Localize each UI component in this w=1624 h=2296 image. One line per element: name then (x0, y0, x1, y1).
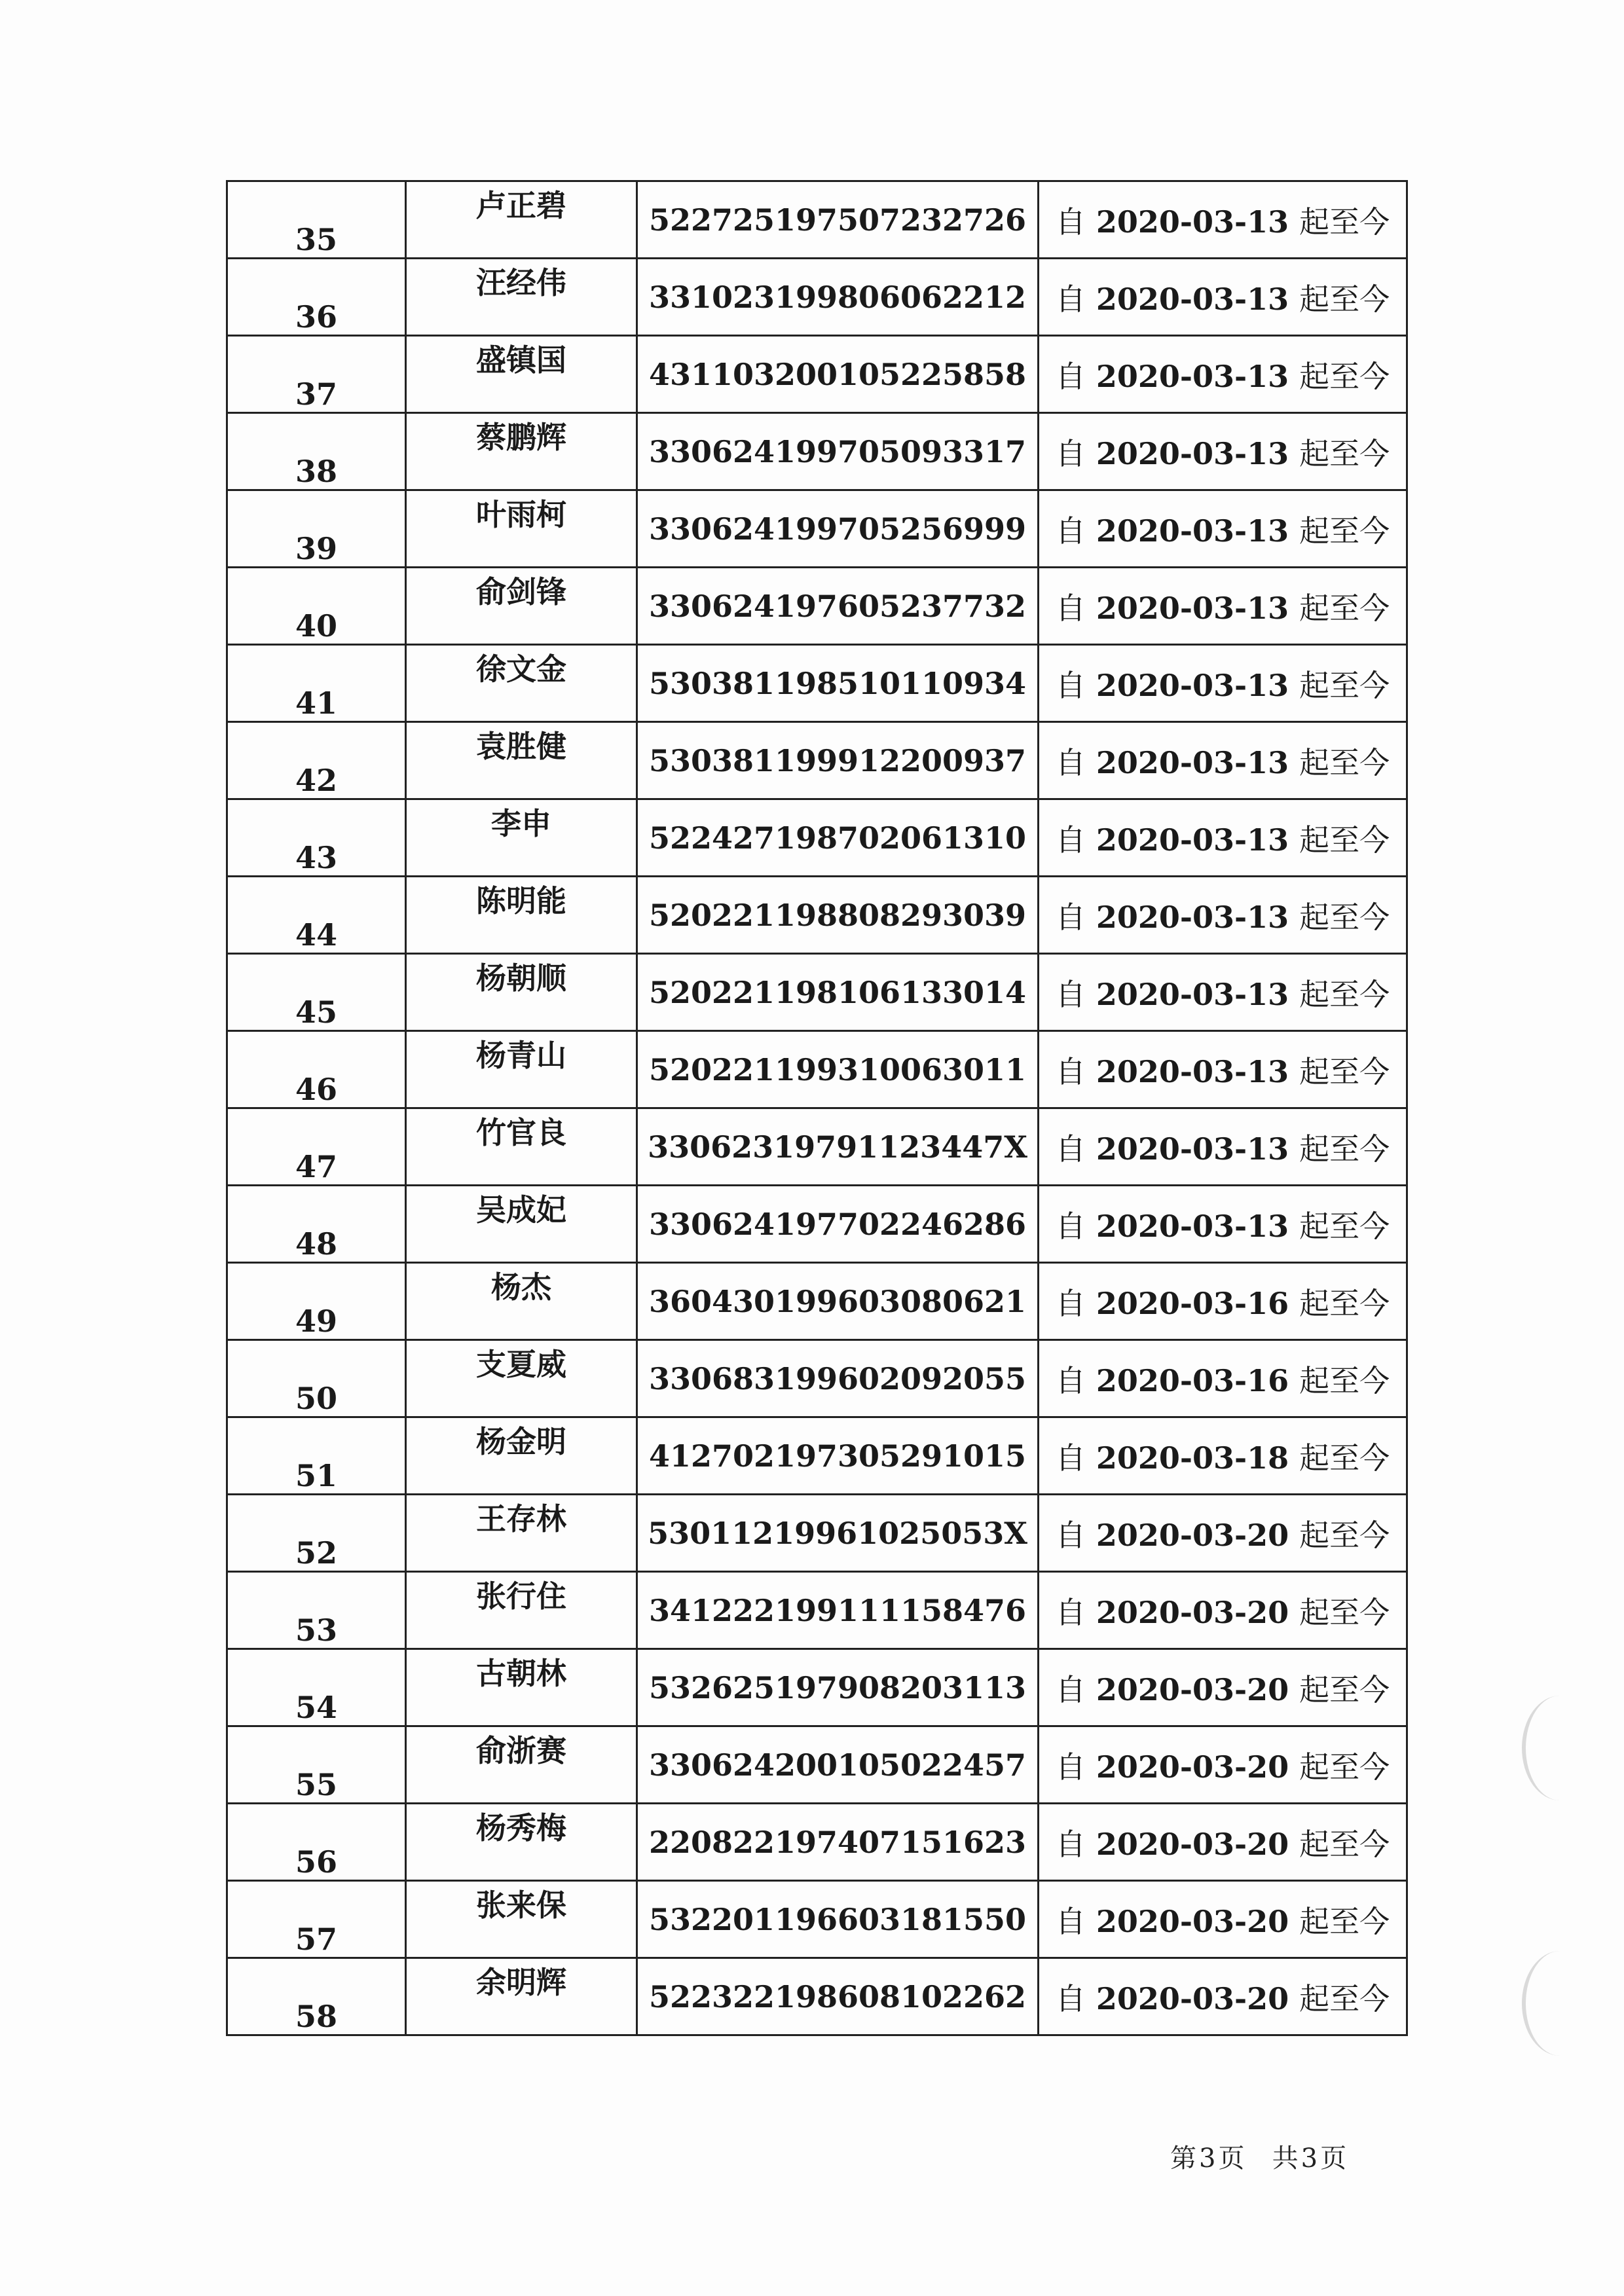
date-suffix: 起至今 (1299, 1285, 1390, 1321)
row-number: 57 (227, 1881, 406, 1958)
row-number: 52 (227, 1495, 406, 1572)
id-number: 532625197908203113 (637, 1649, 1039, 1726)
id-number: 330624199705093317 (637, 413, 1039, 490)
person-name: 袁胜健 (406, 722, 637, 799)
effective-date: 2020-03-16 (1096, 1362, 1289, 1398)
date-prefix: 自 (1055, 899, 1086, 935)
date-prefix: 自 (1055, 744, 1086, 780)
date-suffix: 起至今 (1299, 435, 1390, 471)
effective-date-cell (1039, 413, 1407, 490)
person-name: 俞剑锋 (406, 568, 637, 645)
row-number: 51 (227, 1417, 406, 1495)
person-name: 余明辉 (406, 1958, 637, 2035)
table-row (227, 954, 1407, 1031)
date-prefix: 自 (1055, 435, 1086, 471)
person-name: 叶雨柯 (406, 490, 637, 568)
footer-page-label: 第 (1170, 2143, 1196, 2174)
row-number: 36 (227, 259, 406, 336)
row-number: 48 (227, 1186, 406, 1263)
date-suffix: 起至今 (1299, 744, 1390, 780)
effective-date: 2020-03-13 (1096, 435, 1289, 471)
id-number: 522725197507232726 (637, 181, 1039, 259)
table-row (227, 1881, 1407, 1958)
row-number: 42 (227, 722, 406, 799)
date-prefix: 自 (1055, 976, 1086, 1012)
date-prefix: 自 (1055, 1903, 1086, 1939)
id-number: 330624197702246286 (637, 1186, 1039, 1263)
personnel-table-body (227, 181, 1407, 2035)
table-row (227, 336, 1407, 413)
date-prefix: 自 (1055, 1826, 1086, 1862)
effective-date: 2020-03-13 (1096, 744, 1289, 780)
effective-date-cell (1039, 1649, 1407, 1726)
row-number: 40 (227, 568, 406, 645)
effective-date-cell (1039, 1031, 1407, 1108)
row-number: 47 (227, 1108, 406, 1186)
effective-date-cell (1039, 1881, 1407, 1958)
date-prefix: 自 (1055, 1671, 1086, 1707)
seal-edge-mark (1522, 1696, 1598, 1800)
person-name: 陈明能 (406, 877, 637, 954)
effective-date: 2020-03-20 (1096, 1980, 1289, 2016)
table-row (227, 568, 1407, 645)
effective-date-cell (1039, 1340, 1407, 1417)
table-row (227, 799, 1407, 877)
table-row (227, 413, 1407, 490)
row-number: 37 (227, 336, 406, 413)
effective-date: 2020-03-13 (1096, 281, 1289, 317)
effective-date: 2020-03-13 (1096, 1053, 1289, 1089)
table-row (227, 1572, 1407, 1649)
date-prefix: 自 (1055, 822, 1086, 858)
effective-date: 2020-03-13 (1096, 1208, 1289, 1244)
table-row (227, 877, 1407, 954)
table-row (227, 1958, 1407, 2035)
date-suffix: 起至今 (1299, 1208, 1390, 1244)
table-row (227, 1417, 1407, 1495)
person-name: 王存林 (406, 1495, 637, 1572)
date-prefix: 自 (1055, 1749, 1086, 1785)
effective-date-cell (1039, 1186, 1407, 1263)
date-prefix: 自 (1055, 1517, 1086, 1553)
date-suffix: 起至今 (1299, 1980, 1390, 2016)
id-number: 431103200105225858 (637, 336, 1039, 413)
effective-date-cell (1039, 259, 1407, 336)
person-name: 吴成妃 (406, 1186, 637, 1263)
id-number: 330624199705256999 (637, 490, 1039, 568)
id-number: 412702197305291015 (637, 1417, 1039, 1495)
id-number: 520221198808293039 (637, 877, 1039, 954)
effective-date-cell (1039, 181, 1407, 259)
id-number: 520221198106133014 (637, 954, 1039, 1031)
person-name: 张来保 (406, 1881, 637, 1958)
person-name: 支夏威 (406, 1340, 637, 1417)
table-row (227, 1649, 1407, 1726)
date-suffix: 起至今 (1299, 822, 1390, 858)
table-row (227, 645, 1407, 722)
effective-date: 2020-03-20 (1096, 1517, 1289, 1553)
date-suffix: 起至今 (1299, 358, 1390, 394)
person-name: 俞浙赛 (406, 1726, 637, 1804)
effective-date: 2020-03-20 (1096, 1903, 1289, 1939)
id-number: 330624197605237732 (637, 568, 1039, 645)
row-number: 55 (227, 1726, 406, 1804)
date-prefix: 自 (1055, 1440, 1086, 1476)
effective-date: 2020-03-13 (1096, 513, 1289, 549)
row-number: 54 (227, 1649, 406, 1726)
seal-edge-mark (1522, 1951, 1598, 2056)
row-number: 45 (227, 954, 406, 1031)
person-name: 李申 (406, 799, 637, 877)
date-suffix: 起至今 (1299, 667, 1390, 703)
person-name: 杨青山 (406, 1031, 637, 1108)
effective-date-cell (1039, 1804, 1407, 1881)
date-suffix: 起至今 (1299, 1826, 1390, 1862)
table-row (227, 1186, 1407, 1263)
date-suffix: 起至今 (1299, 1903, 1390, 1939)
table-row (227, 1804, 1407, 1881)
effective-date-cell (1039, 1495, 1407, 1572)
effective-date-cell (1039, 1108, 1407, 1186)
effective-date: 2020-03-13 (1096, 976, 1289, 1012)
row-number: 39 (227, 490, 406, 568)
table-row (227, 722, 1407, 799)
table-row (227, 490, 1407, 568)
row-number: 44 (227, 877, 406, 954)
person-name: 张行住 (406, 1572, 637, 1649)
date-prefix: 自 (1055, 1980, 1086, 2016)
table-row (227, 1340, 1407, 1417)
date-prefix: 自 (1055, 1285, 1086, 1321)
footer-total-label: 共 (1272, 2143, 1299, 2174)
date-suffix: 起至今 (1299, 1671, 1390, 1707)
footer-total-unit: 页 (1320, 2143, 1347, 2174)
date-suffix: 起至今 (1299, 1517, 1390, 1553)
id-number: 530381199912200937 (637, 722, 1039, 799)
person-name: 盛镇国 (406, 336, 637, 413)
id-number: 53011219961025053X (637, 1495, 1039, 1572)
personnel-table (226, 180, 1408, 2036)
effective-date-cell (1039, 1263, 1407, 1340)
row-number: 35 (227, 181, 406, 259)
footer-total-number: 3 (1301, 2143, 1318, 2174)
page-footer (1169, 2138, 1348, 2175)
effective-date: 2020-03-13 (1096, 358, 1289, 394)
id-number: 330624200105022457 (637, 1726, 1039, 1804)
effective-date-cell (1039, 645, 1407, 722)
date-prefix: 自 (1055, 1208, 1086, 1244)
person-name: 汪经伟 (406, 259, 637, 336)
id-number: 341222199111158476 (637, 1572, 1039, 1649)
person-name: 杨金明 (406, 1417, 637, 1495)
date-prefix: 自 (1055, 281, 1086, 317)
row-number: 43 (227, 799, 406, 877)
table-row (227, 259, 1407, 336)
date-suffix: 起至今 (1299, 1362, 1390, 1398)
id-number: 360430199603080621 (637, 1263, 1039, 1340)
id-number: 522322198608102262 (637, 1958, 1039, 2035)
effective-date: 2020-03-13 (1096, 899, 1289, 935)
id-number: 530381198510110934 (637, 645, 1039, 722)
table-row (227, 1031, 1407, 1108)
effective-date: 2020-03-13 (1096, 1131, 1289, 1167)
person-name: 杨杰 (406, 1263, 637, 1340)
date-prefix: 自 (1055, 204, 1086, 240)
effective-date: 2020-03-18 (1096, 1440, 1289, 1476)
date-suffix: 起至今 (1299, 976, 1390, 1012)
effective-date: 2020-03-13 (1096, 667, 1289, 703)
row-number: 38 (227, 413, 406, 490)
date-suffix: 起至今 (1299, 281, 1390, 317)
date-suffix: 起至今 (1299, 204, 1390, 240)
person-name: 徐文金 (406, 645, 637, 722)
table-row (227, 1495, 1407, 1572)
date-suffix: 起至今 (1299, 1440, 1390, 1476)
effective-date-cell (1039, 722, 1407, 799)
person-name: 古朝林 (406, 1649, 637, 1726)
effective-date: 2020-03-16 (1096, 1285, 1289, 1321)
footer-page-unit: 页 (1218, 2143, 1245, 2174)
table-row (227, 1726, 1407, 1804)
effective-date-cell (1039, 1572, 1407, 1649)
table-row (227, 1263, 1407, 1340)
row-number: 46 (227, 1031, 406, 1108)
effective-date: 2020-03-20 (1096, 1594, 1289, 1630)
row-number: 49 (227, 1263, 406, 1340)
date-prefix: 自 (1055, 590, 1086, 626)
date-prefix: 自 (1055, 1594, 1086, 1630)
date-suffix: 起至今 (1299, 899, 1390, 935)
footer-page-number: 3 (1199, 2143, 1216, 2174)
effective-date-cell (1039, 1958, 1407, 2035)
effective-date-cell (1039, 568, 1407, 645)
id-number: 331023199806062212 (637, 259, 1039, 336)
effective-date-cell (1039, 1417, 1407, 1495)
date-suffix: 起至今 (1299, 1131, 1390, 1167)
effective-date: 2020-03-13 (1096, 822, 1289, 858)
effective-date: 2020-03-13 (1096, 204, 1289, 240)
row-number: 53 (227, 1572, 406, 1649)
date-suffix: 起至今 (1299, 590, 1390, 626)
person-name: 卢正碧 (406, 181, 637, 259)
date-prefix: 自 (1055, 513, 1086, 549)
date-prefix: 自 (1055, 1131, 1086, 1167)
row-number: 58 (227, 1958, 406, 2035)
effective-date-cell (1039, 877, 1407, 954)
row-number: 41 (227, 645, 406, 722)
row-number: 50 (227, 1340, 406, 1417)
effective-date: 2020-03-20 (1096, 1671, 1289, 1707)
date-suffix: 起至今 (1299, 1749, 1390, 1785)
effective-date: 2020-03-20 (1096, 1826, 1289, 1862)
id-number: 522427198702061310 (637, 799, 1039, 877)
id-number: 33062319791123447X (637, 1108, 1039, 1186)
person-name: 竹官良 (406, 1108, 637, 1186)
date-prefix: 自 (1055, 667, 1086, 703)
effective-date-cell (1039, 336, 1407, 413)
id-number: 330683199602092055 (637, 1340, 1039, 1417)
date-prefix: 自 (1055, 1362, 1086, 1398)
effective-date-cell (1039, 799, 1407, 877)
date-prefix: 自 (1055, 1053, 1086, 1089)
effective-date-cell (1039, 1726, 1407, 1804)
date-suffix: 起至今 (1299, 1594, 1390, 1630)
date-prefix: 自 (1055, 358, 1086, 394)
person-name: 蔡鹏辉 (406, 413, 637, 490)
date-suffix: 起至今 (1299, 1053, 1390, 1089)
effective-date: 2020-03-13 (1096, 590, 1289, 626)
person-name: 杨朝顺 (406, 954, 637, 1031)
row-number: 56 (227, 1804, 406, 1881)
person-name: 杨秀梅 (406, 1804, 637, 1881)
table-row (227, 181, 1407, 259)
effective-date: 2020-03-20 (1096, 1749, 1289, 1785)
effective-date-cell (1039, 490, 1407, 568)
effective-date-cell (1039, 954, 1407, 1031)
id-number: 532201196603181550 (637, 1881, 1039, 1958)
date-suffix: 起至今 (1299, 513, 1390, 549)
id-number: 520221199310063011 (637, 1031, 1039, 1108)
table-row (227, 1108, 1407, 1186)
id-number: 220822197407151623 (637, 1804, 1039, 1881)
